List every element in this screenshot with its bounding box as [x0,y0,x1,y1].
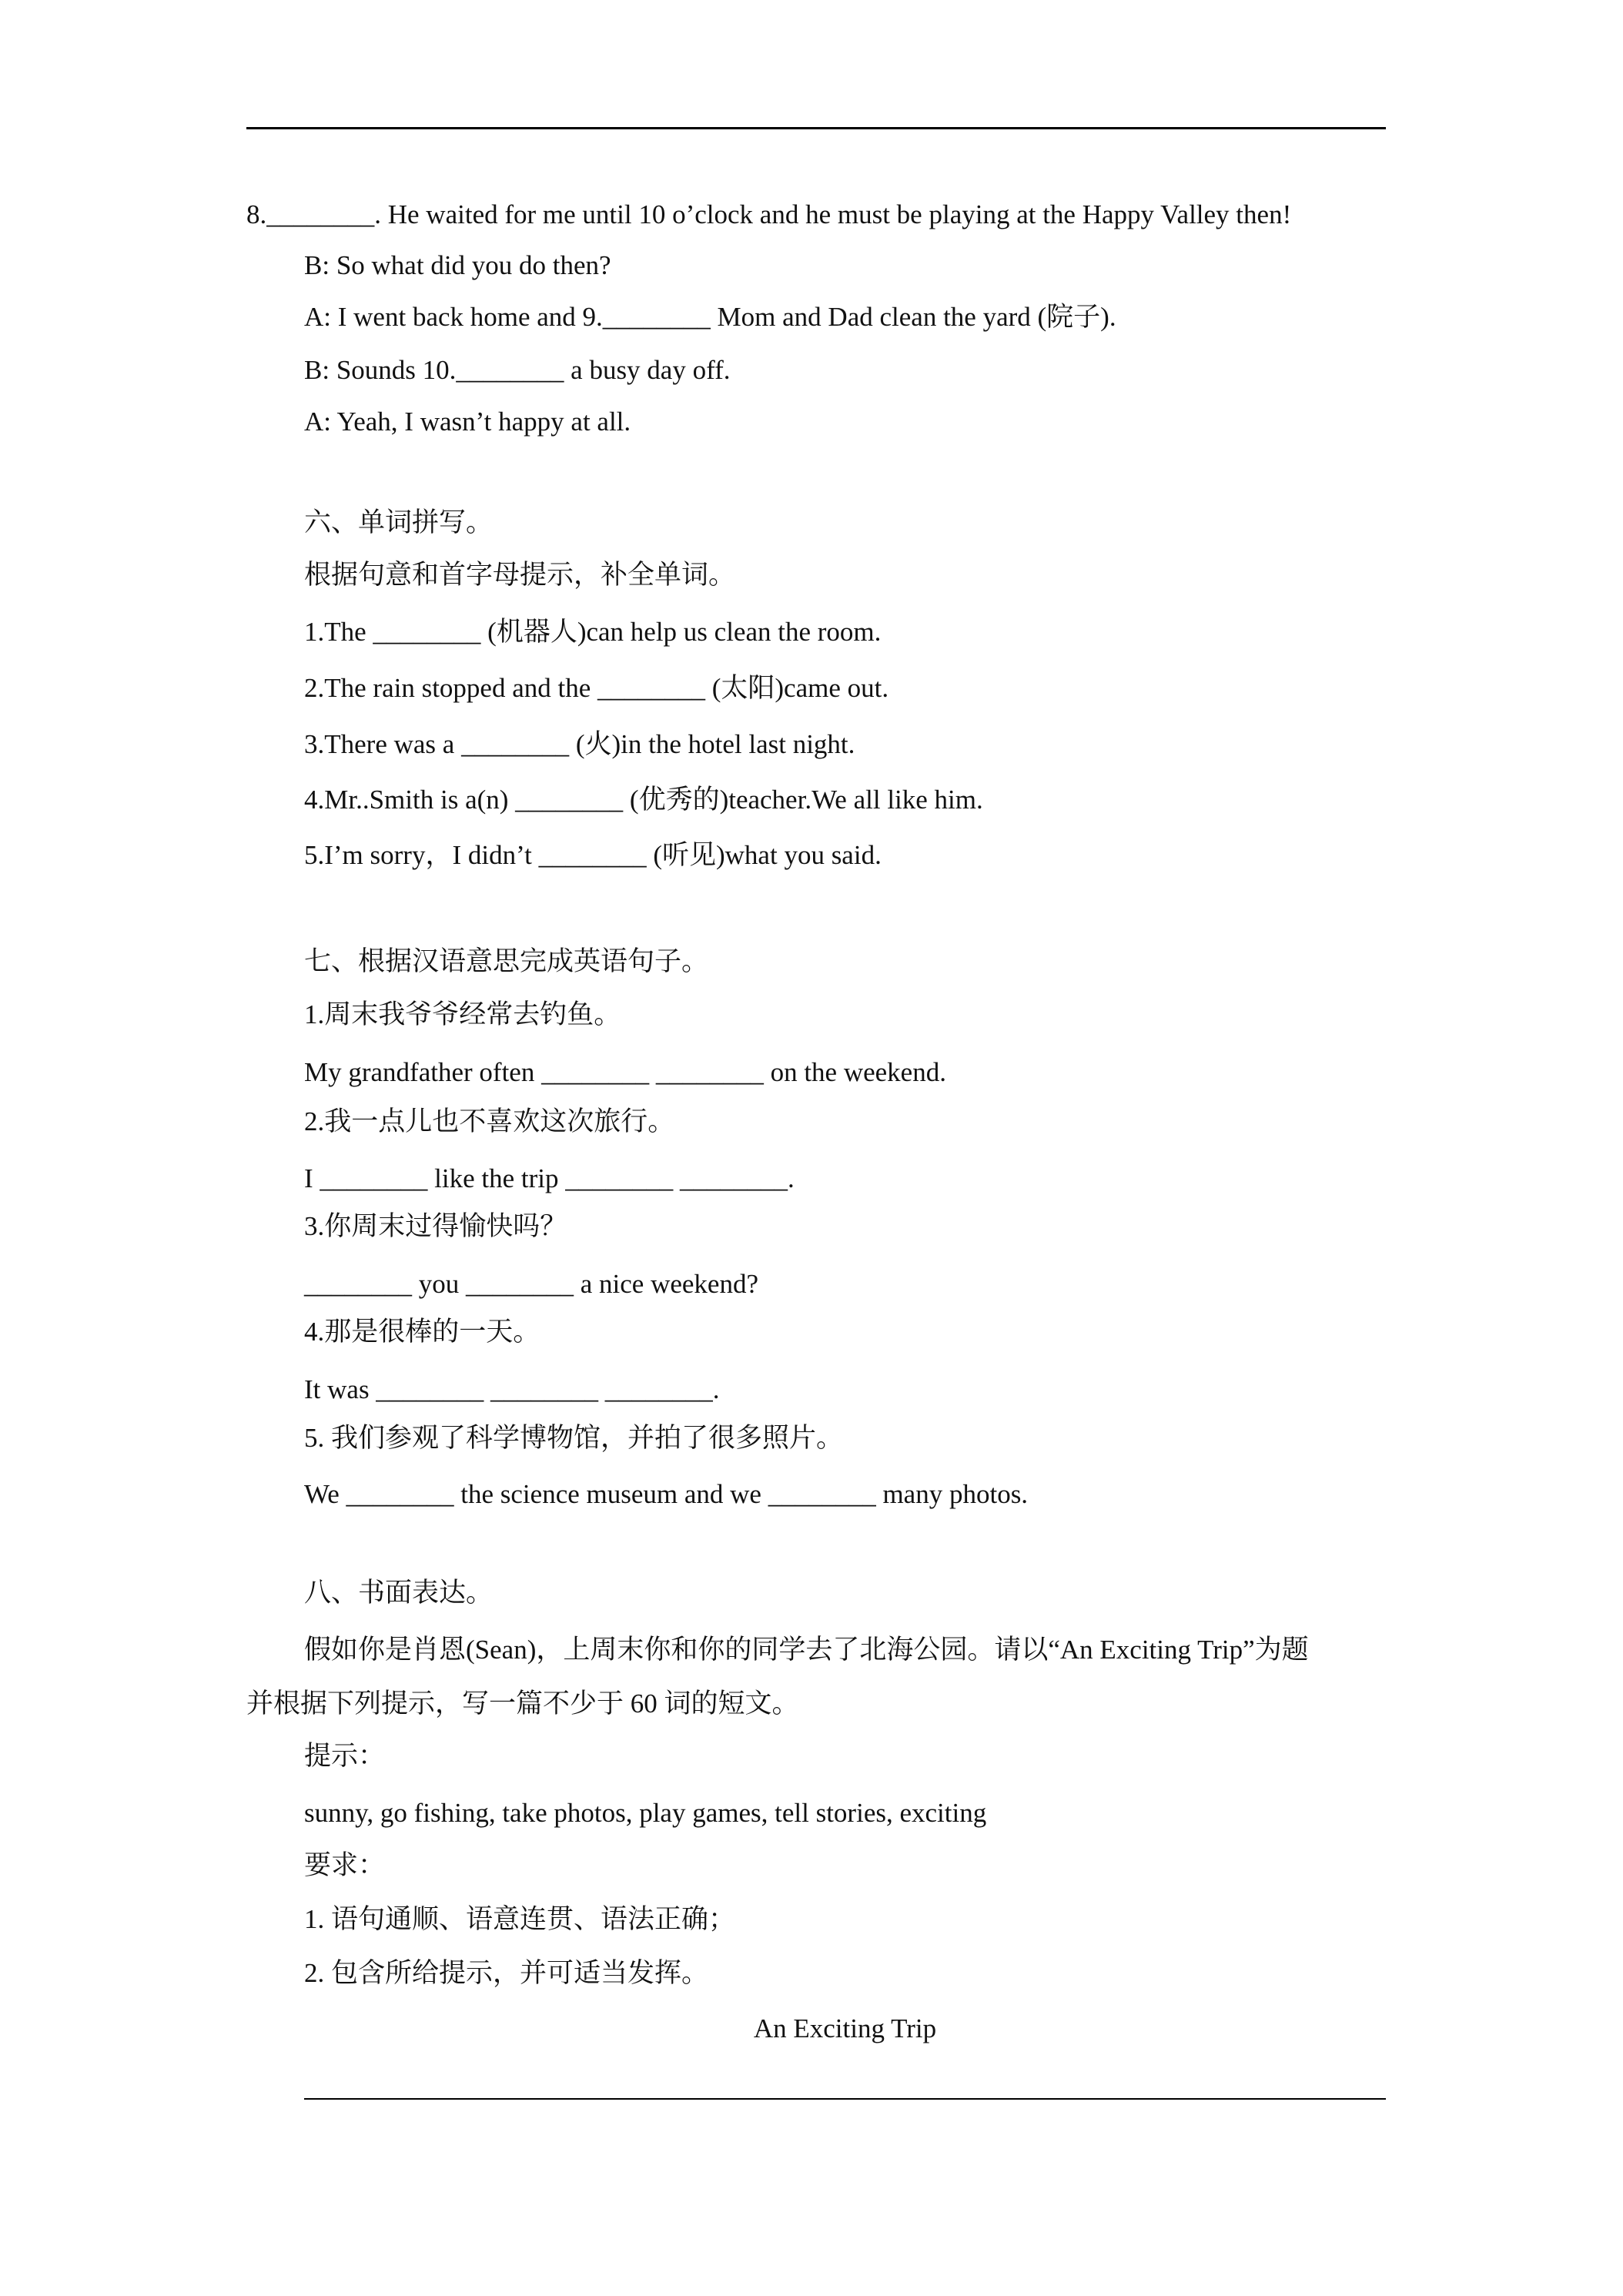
section8-title: 八、书面表达。 [304,1578,494,1608]
section8-prompt-line2: 并根据下列提示，写一篇不少于 60 词的短文。 [246,1689,799,1719]
section6-item: 4.Mr..Smith is a(n) ________ (优秀的)teacher.We all like him. [304,785,983,815]
section6-item: 5.I’m sorry，I didn’t ________ (听见)what you said. [304,840,882,870]
section6-item: 2.The rain stopped and the ________ (太阳)came out. [304,673,889,703]
section6-instruction: 根据句意和首字母提示，补全单词。 [304,560,736,590]
dialogue-line-a1: A: I went back home and 9.________ Mom and Dad clean the yard (院子). [304,302,1116,332]
section7-item-cn: 2.我一点儿也不喜欢这次旅行。 [304,1106,675,1136]
section8-prompt-line1: 假如你是肖恩(Sean)，上周末你和你的同学去了北海公园。请以“An Exciting Trip”为题 [304,1635,1309,1665]
section7-item-en: We ________ the science museum and we ________ many photos. [304,1479,1029,1509]
section7-item-cn: 1.周末我爷爷经常去钓鱼。 [304,999,621,1029]
section8-requirement-2: 2. 包含所给提示，并可适当发挥。 [304,1958,709,1988]
dialogue-line-a2: A: Yeah, I wasn’t happy at all. [304,407,631,437]
section6-item: 1.The ________ (机器人)can help us clean the room. [304,617,882,647]
section7-item-cn: 5. 我们参观了科学博物馆，并拍了很多照片。 [304,1423,844,1453]
section7-item-en: ________ you ________ a nice weekend? [304,1269,758,1299]
dialogue-line-8: 8.________. He waited for me until 10 o’clock and he must be playing at the Happy Valley then! [246,199,1292,229]
dialogue-line-b1: B: So what did you do then? [304,250,611,280]
essay-title: An Exciting Trip [753,2013,937,2043]
section7-item-cn: 4.那是很棒的一天。 [304,1317,540,1347]
section8-hint-label: 提示： [304,1741,386,1771]
section6-title: 六、单词拼写。 [304,507,494,537]
section7-item-en: It was ________ ________ ________. [304,1374,720,1404]
answer-line [304,2098,1386,2100]
section8-hints: sunny, go fishing, take photos, play games, tell stories, exciting [304,1798,987,1828]
section8-requirement-label: 要求： [304,1850,386,1880]
section7-item-cn: 3.你周末过得愉快吗？ [304,1211,567,1241]
section7-item-en: My grandfather often ________ ________ on the weekend. [304,1057,946,1087]
dialogue-line-b2: B: Sounds 10.________ a busy day off. [304,355,731,385]
section7-title: 七、根据汉语意思完成英语句子。 [304,946,709,976]
section7-item-en: I ________ like the trip ________ ________. [304,1163,795,1193]
section6-item: 3.There was a ________ (火)in the hotel last night. [304,729,855,759]
header-rule [246,127,1386,129]
section8-requirement-1: 1. 语句通顺、语意连贯、语法正确； [304,1904,736,1934]
